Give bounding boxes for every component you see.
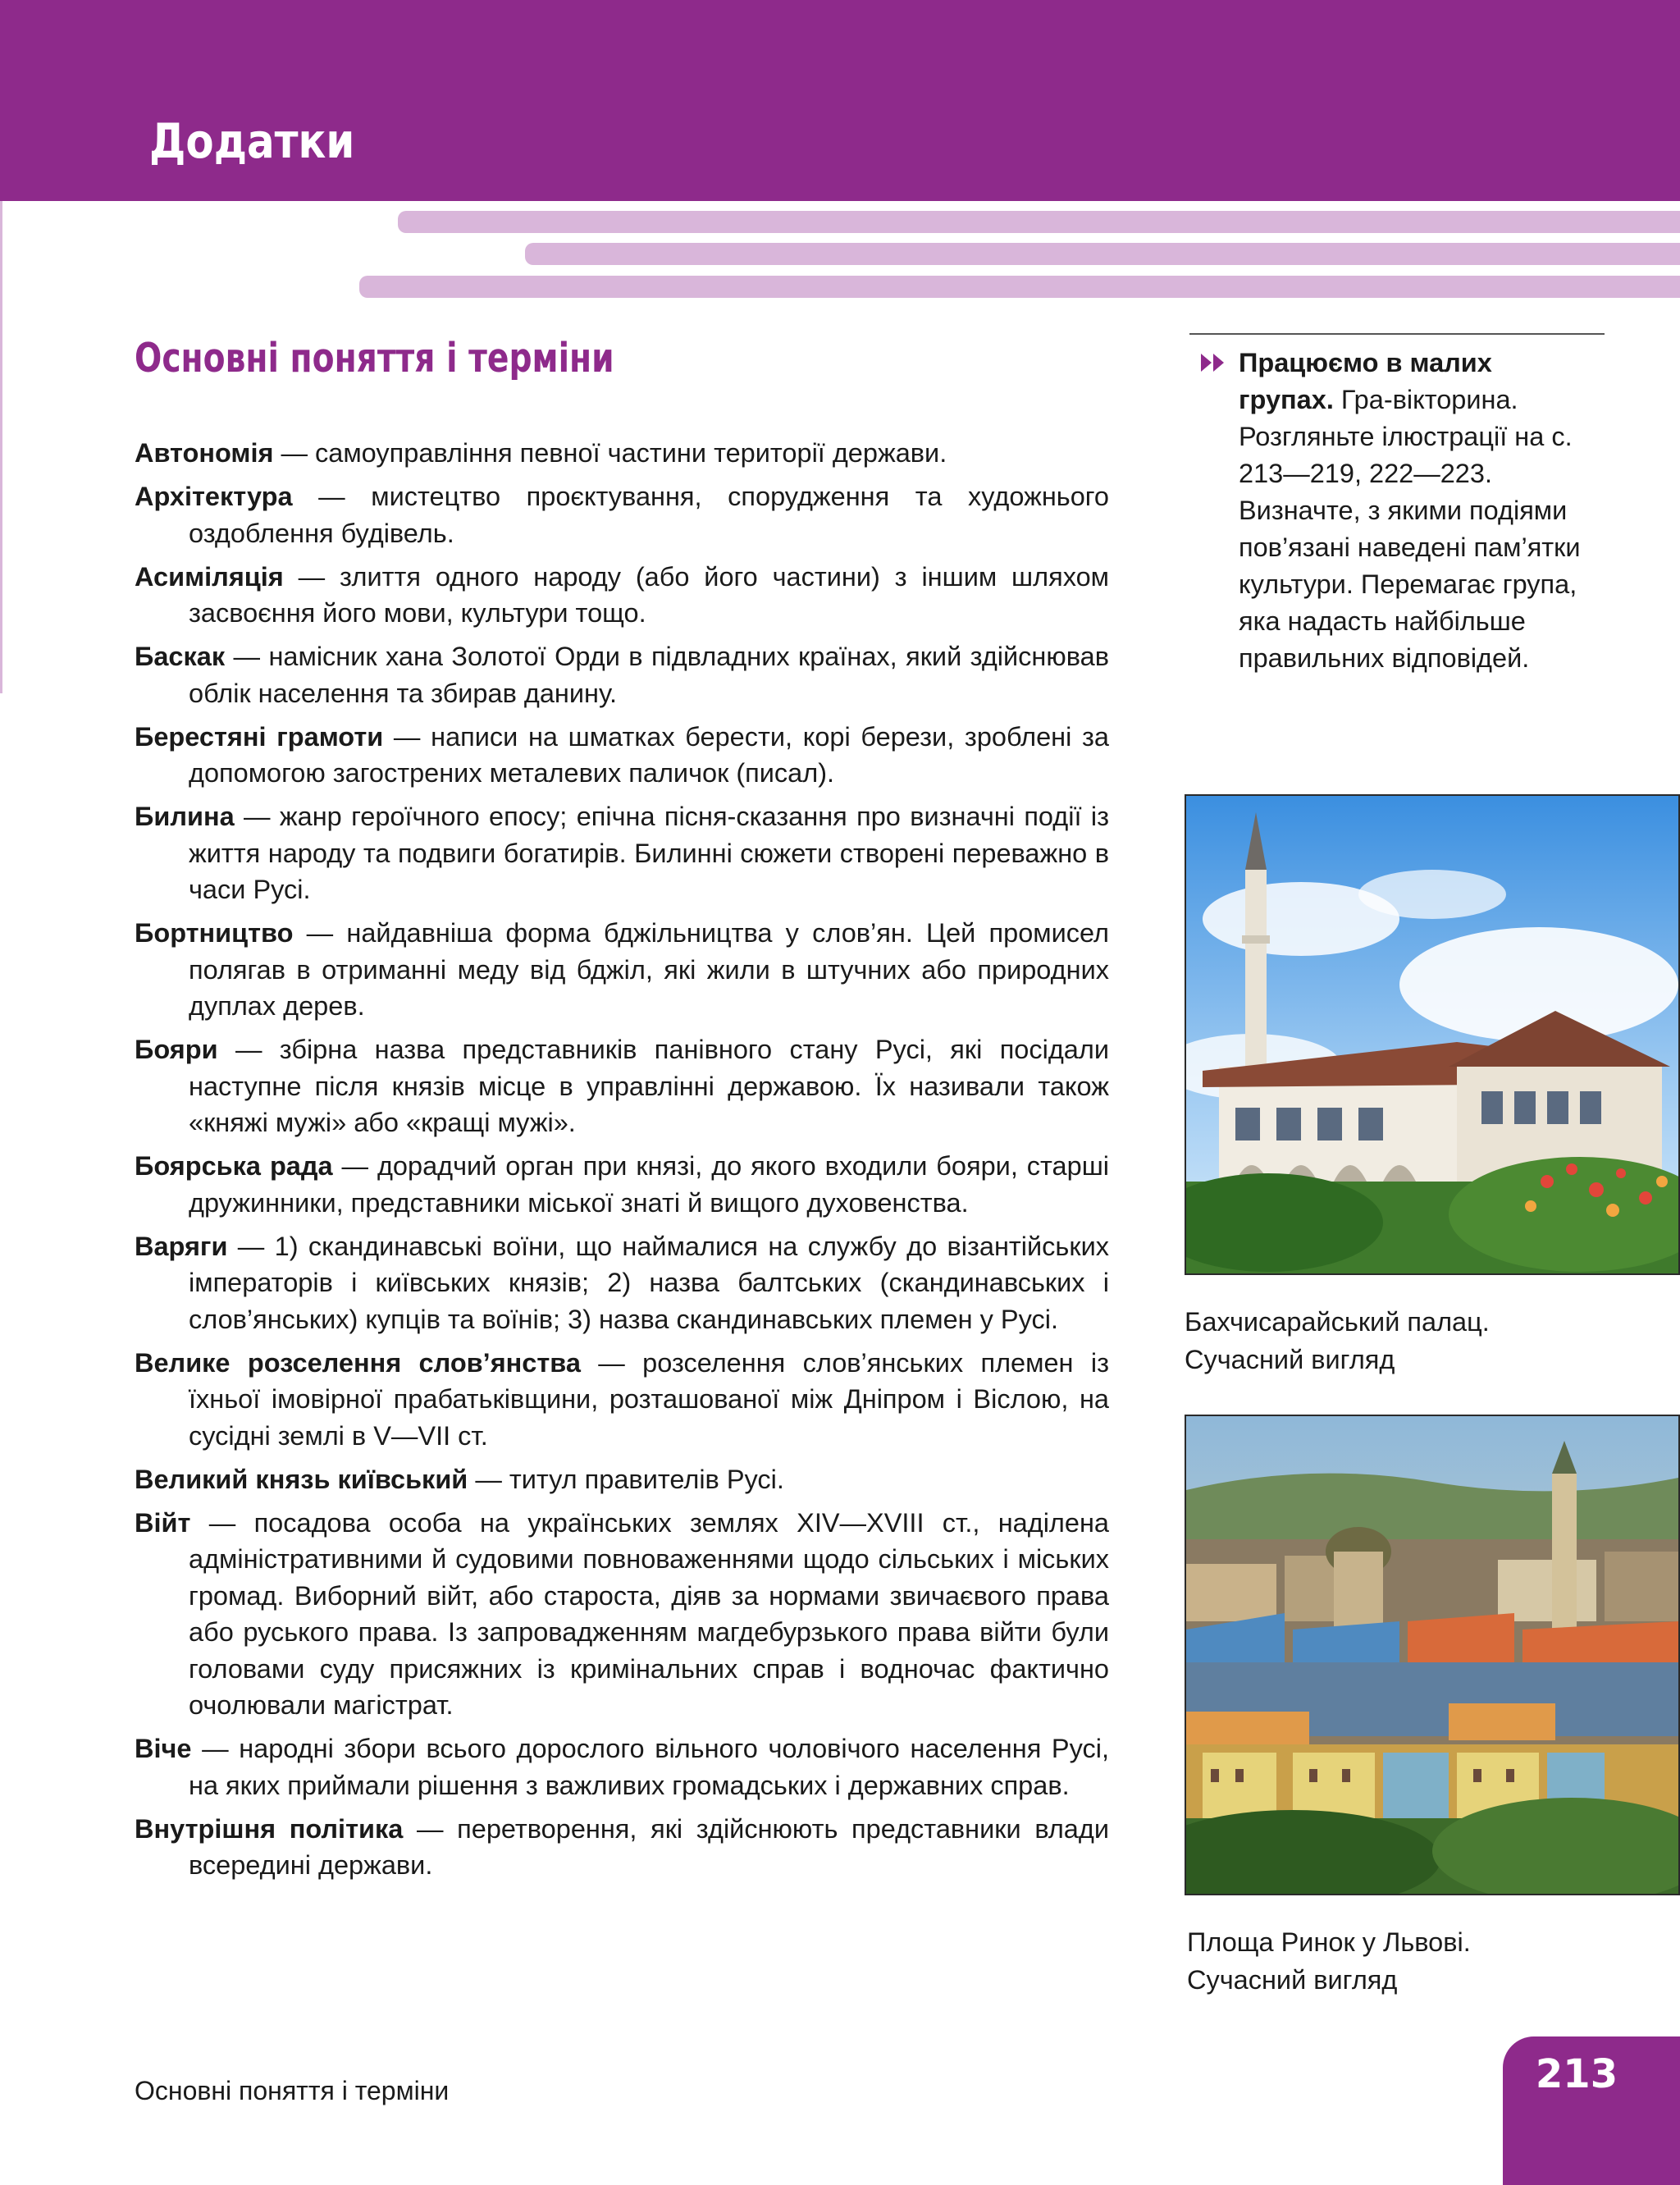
glossary-definition: — самоуправління певної частини території держави. (273, 438, 947, 468)
glossary-term: Варяги (135, 1231, 228, 1261)
glossary-term: Бортництво (135, 918, 294, 948)
glossary-entry (135, 1730, 1109, 1803)
caption-line: Сучасний вигляд (1187, 1965, 1398, 1995)
glossary-definition: — найдавніша форма бджільництва у слов’ян. Цей промисел полягав в отриманні меду від бджіл, які жили в штучних або природних дуплах дерев. (189, 918, 1109, 1021)
glossary-term: Архітектура (135, 482, 293, 511)
glossary-term: Берестяні грамоти (135, 721, 384, 752)
glossary-entry (135, 559, 1109, 632)
glossary-term: Велике розселення слов’янства (135, 1347, 581, 1378)
glossary-definition: — розселення слов’янських племен із їхньої імовірної прабатьківщини, розташованої між Дніпром і Віслою, на сусідні землі в V—VII ст. (189, 1347, 1109, 1451)
decorative-stripe (525, 243, 1680, 265)
glossary-entry (135, 719, 1109, 792)
glossary-term: Боярська рада (135, 1151, 333, 1181)
glossary-term: Автономія (135, 438, 274, 468)
glossary-entry (135, 1031, 1109, 1141)
group-task-body: Гра-вікторина. Розгляньте ілюстрації на с. 213—219, 222—223. Визначте, з якими подіями пов’язані наведені пам’ятки культури. Перемагає група, яка надасть найбільше правильних відповідей. (1239, 385, 1581, 673)
glossary-entry (135, 638, 1109, 711)
glossary-entry (135, 798, 1109, 908)
glossary-definition: — злиття одного народу (або його частини) з іншим шляхом засвоєння його мови, культури тощо. (189, 561, 1109, 628)
glossary-definition: — перетворення, які здійснюють представники влади всередині держави. (189, 1813, 1109, 1880)
decorative-stripe (398, 211, 1680, 233)
glossary-term: Билина (135, 802, 235, 831)
lviv-market-square-photo (1185, 1415, 1680, 1895)
glossary-term: Віче (135, 1734, 192, 1763)
glossary-term: Великий князь київський (135, 1464, 468, 1494)
bakhchysarai-palace-photo (1185, 794, 1680, 1275)
glossary-term: Асиміляція (135, 561, 284, 592)
page-edge-line (0, 201, 2, 693)
glossary-definition: — посадова особа на українських землях XIV—XVIII ст., наділена адміністративними й судовими повноваженнями щодо сільських і міських громад. Виборний війт, або староста, діяв за нормами звичаєвого права або руського права. Із запровадженням магдебурзького права війти були головами суду присяжних із кримінальних справ і водночас фактично очолювали магістрат. (189, 1507, 1109, 1720)
chapter-title: Додатки (149, 113, 355, 169)
glossary-definition: — жанр героїчного епосу; епічна пісня-сказання про визначні події із життя народу та подвиги богатирів. Билинні сюжети створені переважно в часи Русі. (189, 802, 1109, 904)
sidebar-rule (1189, 333, 1605, 335)
glossary-term: Війт (135, 1507, 191, 1538)
glossary-entry (135, 1811, 1109, 1884)
section-title: Основні поняття і терміни (135, 335, 614, 382)
figure-caption (1187, 1923, 1471, 1999)
running-footer: Основні поняття і терміни (135, 2076, 450, 2105)
glossary-term: Бояри (135, 1035, 218, 1064)
glossary-definition: — дорадчий орган при князі, до якого входили бояри, старші дружинники, представники міської знаті й вищого духовенства. (189, 1151, 1110, 1218)
glossary-definition: — намісник хана Золотої Орди в підвладних країнах, який здійснював облік населення та збирав данину. (189, 642, 1109, 708)
figure-caption (1185, 1303, 1490, 1378)
caption-line: Площа Ринок у Львові. (1187, 1927, 1471, 1957)
glossary-entry (135, 478, 1109, 551)
glossary-definition: — написи на шматках берести, корі берези, зроблені за допомогою загострених металевих паличок (писал). (189, 721, 1109, 788)
glossary-definition: — збірна назва представників панівного стану Русі, які посідали наступне після князів місце в управлінні державою. Їх називали також «княжі мужі» або «кращі мужі». (189, 1035, 1109, 1137)
glossary-term: Баскак (135, 642, 226, 671)
glossary-entry (135, 915, 1109, 1025)
decorative-stripe (359, 276, 1680, 298)
caption-line: Сучасний вигляд (1185, 1345, 1395, 1374)
page-number: 213 (1535, 2051, 1618, 2097)
group-task-text (1239, 345, 1593, 677)
glossary-entry (135, 1505, 1109, 1724)
glossary-definition: — народні збори всього дорослого вільного чоловічого населення Русі, на яких приймали рішення з важливих громадських і державних справ. (189, 1734, 1109, 1800)
glossary-entry (135, 1148, 1109, 1221)
group-task-lead: Працюємо в малих групах. (1239, 348, 1492, 414)
group-task-box (1199, 345, 1593, 677)
glossary-definition: — титул правителів Русі. (468, 1464, 784, 1494)
glossary-entry (135, 1228, 1109, 1338)
double-chevron-right-icon (1199, 352, 1229, 373)
glossary-entry (135, 1345, 1109, 1455)
glossary-entry (135, 435, 1109, 472)
glossary-definition: — мистецтво проєктування, спорудження та художнього оздоблення будівель. (189, 482, 1109, 548)
caption-line: Бахчисарайський палац. (1185, 1307, 1490, 1337)
header-band (0, 0, 1680, 201)
glossary-definition: — 1) скандинавські воїни, що наймалися на службу до візантійських імператорів і київських князів; 2) назва балтських (скандинавських і слов’янських) купців та воїнів; 3) назва скандинавських племен у Русі. (189, 1231, 1109, 1334)
glossary-entry (135, 1461, 1109, 1498)
glossary-list (135, 435, 1109, 1890)
glossary-term: Внутрішня політика (135, 1813, 404, 1844)
